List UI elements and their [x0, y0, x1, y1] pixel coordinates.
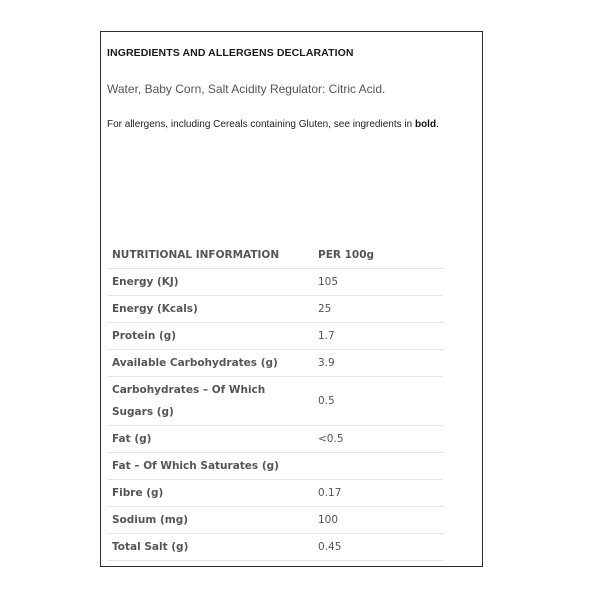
ingredients-text: Water, Baby Corn, Salt Acidity Regulator: Citric Acid. — [107, 82, 386, 96]
allergens-note-bold: bold — [414, 119, 437, 130]
nutrient-name: Fat (g) — [107, 426, 313, 453]
table-row — [107, 323, 443, 350]
table-row — [107, 453, 443, 480]
nutrient-name: Fat – Of Which Saturates (g) — [107, 453, 313, 480]
nutrient-value: 0.17 — [313, 480, 443, 507]
nutrient-value: 100 — [313, 507, 443, 534]
allergens-note-suffix: . — [436, 119, 439, 130]
nutrient-name: Energy (KJ) — [107, 269, 313, 296]
table-row — [107, 377, 443, 426]
table-row — [107, 534, 443, 561]
nutrient-name: Total Salt (g) — [107, 534, 313, 561]
nutrient-name: Sodium (mg) — [107, 507, 313, 534]
table-row — [107, 426, 443, 453]
allergens-note — [107, 119, 439, 130]
nutrition-header-name: NUTRITIONAL INFORMATION — [107, 242, 313, 269]
nutrient-value: 1.7 — [313, 323, 443, 350]
nutrient-name: Energy (Kcals) — [107, 296, 313, 323]
nutrition-header-row — [107, 242, 443, 269]
nutrient-value: 25 — [313, 296, 443, 323]
table-row — [107, 480, 443, 507]
table-row — [107, 350, 443, 377]
nutrient-value: 0.45 — [313, 534, 443, 561]
nutrient-name: Fibre (g) — [107, 480, 313, 507]
nutrient-name: Available Carbohydrates (g) — [107, 350, 313, 377]
product-info-panel — [100, 31, 483, 567]
table-row — [107, 507, 443, 534]
nutrient-value: 0.5 — [313, 377, 443, 426]
nutrient-name: Protein (g) — [107, 323, 313, 350]
nutrition-header-value: PER 100g — [313, 242, 443, 269]
nutrient-value: 3.9 — [313, 350, 443, 377]
declaration-heading: INGREDIENTS AND ALLERGENS DECLARATION — [107, 47, 354, 59]
allergens-note-prefix: For allergens, including Cereals containing Gluten, see ingredients in — [107, 119, 415, 130]
table-row — [107, 296, 443, 323]
nutrient-value: 105 — [313, 269, 443, 296]
table-row — [107, 269, 443, 296]
nutrition-table — [107, 242, 443, 561]
nutrient-value: <0.5 — [313, 426, 443, 453]
nutrient-value — [313, 453, 443, 480]
nutrient-name: Carbohydrates – Of Which Sugars (g) — [107, 377, 313, 426]
